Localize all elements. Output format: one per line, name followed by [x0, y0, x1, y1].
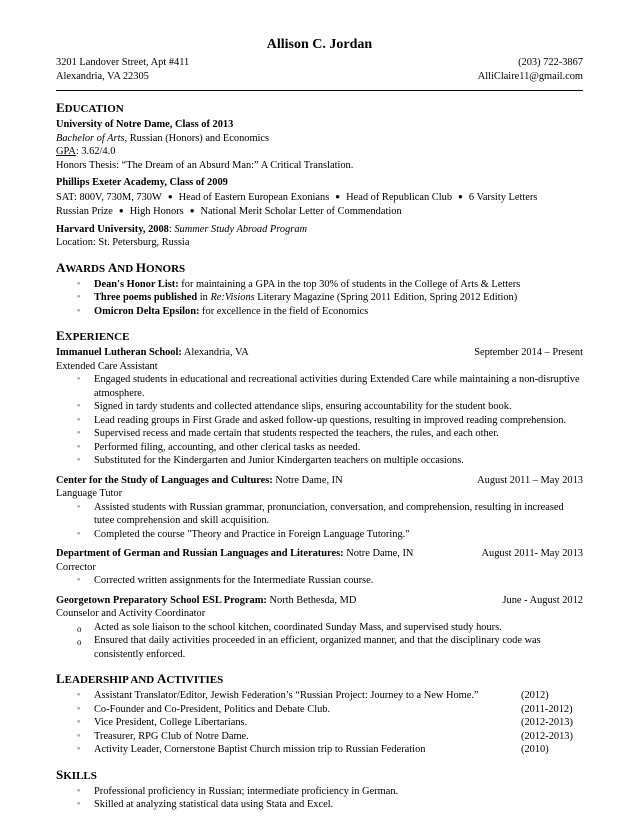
- education-harvard: [56, 223, 583, 250]
- skills-list: [56, 785, 583, 812]
- job-bullets: [56, 574, 583, 588]
- education-exeter: [56, 176, 583, 219]
- list-item: ◦ Assistant Translator/Editor, Jewish Federation’s “Russian Project: Journey to a New Home.” (2012): [77, 689, 549, 701]
- list-item: ◦ Performed filing, accounting, and other clerical tasks as needed.: [77, 440, 361, 453]
- job-dates: September 2014 – Present: [474, 347, 583, 358]
- contact-row-2: [56, 70, 583, 84]
- resume-page: [56, 36, 583, 812]
- job-dates: June - August 2012: [502, 594, 583, 606]
- leadership-list: [56, 689, 583, 757]
- list-item: ◦ Professional proficiency in Russian; intermediate proficiency in German.: [77, 784, 399, 797]
- street-address: 3201 Landover Street, Apt #411: [56, 57, 190, 68]
- awards-list: [56, 278, 583, 319]
- list-item: ◦ Dean's Honor List: for maintaining a GPA in the top 30% of students in the College of Arts & Letters: [77, 277, 521, 290]
- list-item: ◦ Assisted students with Russian grammar, pronunciation, conversation, and comprehension, resulting in increased tutee comprehension and skill acquisition.: [77, 500, 564, 526]
- list-item: ◦ Three poems published in Re:Visions Literary Magazine (Spring 2011 Edition, Spring 2012 Edition): [77, 291, 518, 303]
- contact-row-1: [56, 56, 583, 70]
- list-item: ◦ Vice President, College Libertarians. (2012-2013): [77, 716, 573, 728]
- list-item: ◦ Lead reading groups in First Grade and asked follow-up questions, resulting in improved reading comprehension.: [77, 413, 567, 426]
- degree-line: Bachelor of Arts, Russian (Honors) and Economics: [56, 132, 270, 144]
- job-georgetown-prep: [56, 594, 583, 662]
- school-name: Phillips Exeter Academy, Class of 2009: [56, 177, 228, 188]
- job-immanuel: [56, 346, 583, 468]
- list-item: ◦ Skilled at analyzing statistical data using Stata and Excel.: [77, 798, 334, 810]
- job-org: Center for the Study of Languages and Cultures: Notre Dame, IN: [56, 474, 343, 486]
- list-item: o Acted as sole liaison to the school kitchen, coordinated Sunday Mass, and supervised study hours.: [77, 621, 502, 634]
- education-notre-dame: [56, 118, 583, 172]
- exeter-honors-line-1: SAT: 800V, 730M, 730W ● Head of Eastern European Exonians ● Head of Republican Club ● 6 Varsity Letters: [56, 191, 538, 203]
- harvard-location: Location: St. Petersburg, Russia: [56, 237, 190, 248]
- list-item: ◦ Treasurer, RPG Club of Notre Dame. (2012-2013): [77, 729, 573, 742]
- header-divider: [56, 90, 583, 91]
- experience-heading: EXPERIENCE: [56, 328, 130, 343]
- job-role: Corrector: [56, 561, 96, 573]
- phone-number: (203) 722-3867: [518, 57, 583, 68]
- list-item: ◦ Completed the course "Theory and Practice in Foreign Language Tutoring.": [77, 527, 410, 540]
- city-address: Alexandria, VA 22305: [56, 71, 149, 82]
- job-role: Language Tutor: [56, 488, 123, 499]
- list-item: ◦ Substituted for the Kindergarten and Junior Kindergarten teachers on multiple occasions.: [77, 454, 464, 466]
- school-name: University of Notre Dame, Class of 2013: [56, 119, 234, 130]
- harvard-line: Harvard University, 2008: Summer Study Abroad Program: [56, 223, 308, 235]
- job-dates: August 2011- May 2013: [481, 548, 583, 559]
- job-center-languages: [56, 474, 583, 542]
- list-item: ◦ Signed in tardy students and collected attendance slips, ensuring accountability for the student book.: [77, 400, 512, 412]
- job-org: Immanuel Lutheran School: Alexandria, VA: [56, 347, 249, 358]
- job-bullets: [56, 373, 583, 468]
- job-bullets: [56, 621, 583, 662]
- awards-heading: AWARDS AND HONORS: [56, 259, 186, 275]
- job-dates: August 2011 – May 2013: [477, 474, 583, 486]
- resume-name: Allison C. Jordan: [266, 37, 373, 52]
- list-item: ◦ Omicron Delta Epsilon: for excellence in the field of Economics: [77, 304, 369, 317]
- thesis-line: Honors Thesis: “The Dream of an Absurd Man:” A Critical Translation.: [56, 159, 354, 171]
- job-role: Extended Care Assistant: [56, 360, 158, 372]
- list-item: ◦ Activity Leader, Cornerstone Baptist Church mission trip to Russian Federation (2010): [77, 743, 549, 755]
- job-role: Counselor and Activity Coordinator: [56, 608, 206, 619]
- list-item: ◦ Corrected written assignments for the Intermediate Russian course.: [77, 574, 374, 586]
- leadership-heading: LEADERSHIP AND ACTIVITIES: [56, 671, 224, 686]
- list-item: ◦ Engaged students in educational and recreational activities during Extended Care while maintaining a non-disruptive atmosphere.: [77, 373, 580, 399]
- skills-heading: SKILLS: [56, 766, 97, 782]
- job-german-russian: [56, 547, 583, 588]
- job-org: Department of German and Russian Languages and Literatures: Notre Dame, IN: [56, 548, 414, 559]
- email-address: AlliClaire11@gmail.com: [477, 71, 583, 82]
- list-item: ◦ Supervised recess and made certain that students respected the teachers, the rules, and each other.: [77, 427, 499, 439]
- list-item: o Ensured that daily activities proceeded in an efficient, organized manner, and that the disciplinary code was consistently enforced.: [77, 635, 541, 660]
- list-item: ◦ Co-Founder and Co-President, Politics and Debate Club. (2011-2012): [77, 702, 573, 715]
- job-org: Georgetown Preparatory School ESL Program: North Bethesda, MD: [56, 594, 357, 606]
- education-heading: EDUCATION: [56, 100, 124, 115]
- job-bullets: [56, 501, 583, 542]
- exeter-honors-line-2: Russian Prize ● High Honors ● National Merit Scholar Letter of Commendation: [56, 206, 402, 217]
- gpa-line: GPA: 3.62/4.0: [56, 146, 116, 157]
